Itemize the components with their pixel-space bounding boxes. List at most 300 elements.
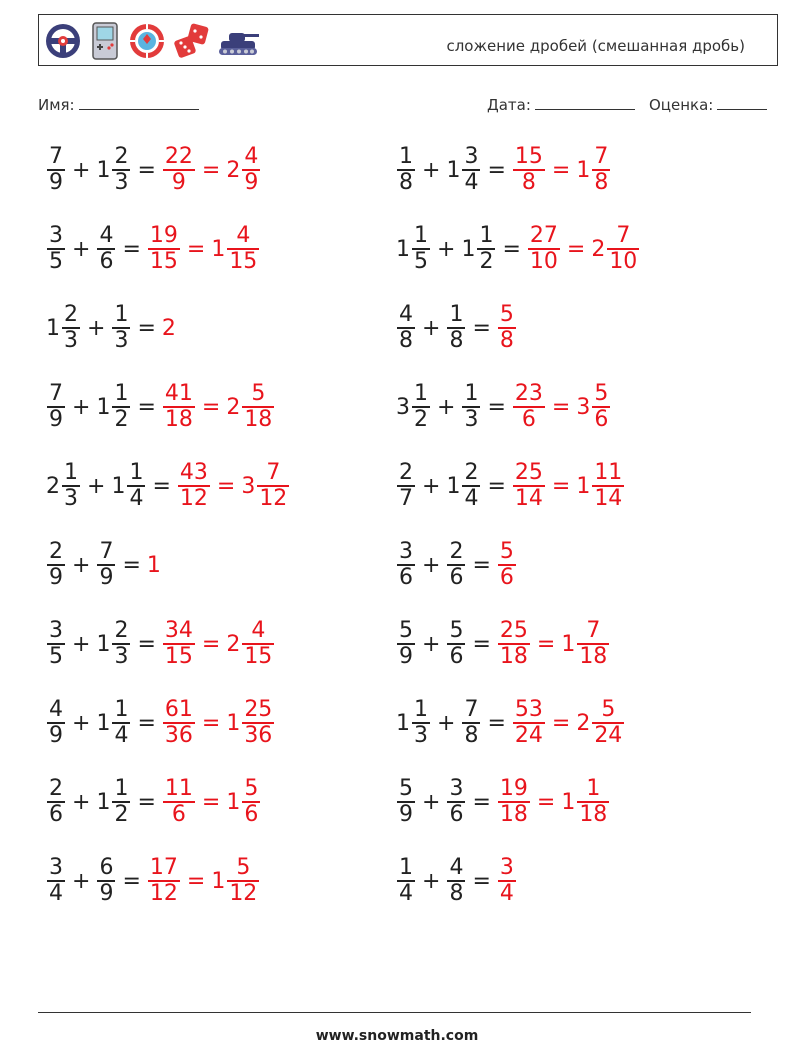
numerator: 7	[49, 144, 63, 170]
denominator: 6	[244, 801, 259, 827]
problem-2	[396, 144, 611, 196]
plus-sign: +	[437, 236, 456, 262]
answer-fraction	[498, 619, 530, 669]
plus-sign: +	[72, 710, 91, 736]
answer-fraction	[163, 145, 195, 195]
whole-number: 1	[446, 157, 461, 183]
numerator: 7	[49, 381, 63, 407]
denominator: 15	[149, 248, 178, 274]
numerator: 1	[129, 460, 144, 486]
denominator: 15	[229, 248, 258, 274]
denominator: 6	[499, 564, 514, 590]
numerator: 5	[251, 381, 266, 407]
answer-whole: 1	[211, 236, 226, 262]
problem-12	[396, 539, 517, 591]
denominator: 5	[49, 643, 63, 669]
numerator: 11	[594, 460, 623, 486]
denominator: 3	[64, 327, 78, 353]
numerator: 1	[586, 776, 601, 802]
fraction	[397, 856, 415, 906]
numerator: 3	[499, 855, 514, 881]
plus-sign: +	[72, 552, 91, 578]
equals-sign: =	[487, 473, 506, 499]
problem-17	[46, 776, 261, 828]
fraction	[47, 145, 65, 195]
denominator: 8	[449, 880, 464, 906]
equals-sign: =	[201, 789, 221, 815]
answer-fraction	[242, 619, 274, 669]
numerator: 25	[499, 618, 528, 644]
equals-sign: =	[137, 315, 156, 341]
fraction	[112, 145, 130, 195]
answer-fraction	[163, 698, 195, 748]
equals-sign: =	[536, 789, 556, 815]
denominator: 36	[244, 722, 273, 748]
numerator: 53	[514, 697, 543, 723]
numerator: 3	[49, 223, 63, 249]
fraction	[127, 461, 145, 511]
denominator: 8	[499, 327, 514, 353]
answer-fraction	[257, 461, 289, 511]
denominator: 24	[514, 722, 543, 748]
problem-14	[396, 618, 610, 670]
fraction	[412, 698, 430, 748]
denominator: 36	[164, 722, 193, 748]
equals-sign: =	[137, 789, 156, 815]
answer-fraction	[528, 224, 560, 274]
equals-sign: =	[487, 157, 506, 183]
worksheet-title: сложение дробей (смешанная дробь)	[446, 37, 745, 55]
name-field	[38, 95, 199, 114]
numerator: 1	[479, 223, 494, 249]
numerator: 2	[399, 460, 413, 486]
answer-fraction	[513, 698, 545, 748]
answer-fraction	[577, 777, 609, 827]
fraction	[447, 540, 465, 590]
answer-fraction	[513, 145, 545, 195]
problem-7	[46, 381, 275, 433]
fraction	[447, 303, 465, 353]
plus-sign: +	[437, 394, 456, 420]
numerator: 1	[114, 697, 129, 723]
denominator: 6	[399, 564, 413, 590]
numerator: 2	[64, 302, 78, 328]
answer-fraction	[227, 856, 259, 906]
fraction	[47, 619, 65, 669]
fraction	[462, 461, 480, 511]
fraction	[397, 619, 415, 669]
denominator: 3	[64, 485, 78, 511]
equals-sign: =	[137, 631, 156, 657]
denominator: 2	[114, 406, 129, 432]
denominator: 12	[229, 880, 258, 906]
numerator: 41	[164, 381, 193, 407]
numerator: 34	[164, 618, 193, 644]
numerator: 4	[236, 223, 251, 249]
steering-wheel-icon	[43, 21, 83, 61]
fraction	[97, 540, 115, 590]
plus-sign: +	[422, 789, 441, 815]
denominator: 3	[114, 169, 129, 195]
fraction	[47, 382, 65, 432]
numerator: 27	[529, 223, 558, 249]
denominator: 9	[399, 801, 413, 827]
equals-sign: =	[551, 157, 571, 183]
numerator: 5	[601, 697, 616, 723]
answer-fraction	[242, 777, 260, 827]
numerator: 4	[251, 618, 266, 644]
denominator: 12	[149, 880, 178, 906]
fraction	[62, 461, 80, 511]
problem-1	[46, 144, 261, 196]
answer-whole: 2	[161, 315, 176, 341]
problem-13	[46, 618, 275, 670]
fraction	[397, 540, 415, 590]
equals-sign: =	[216, 473, 236, 499]
numerator: 5	[399, 776, 413, 802]
numerator: 23	[514, 381, 543, 407]
equals-sign: =	[201, 631, 221, 657]
denominator: 4	[464, 485, 479, 511]
problem-4	[396, 223, 640, 275]
denominator: 9	[49, 406, 63, 432]
name-blank[interactable]	[79, 95, 199, 110]
equals-sign: =	[201, 157, 221, 183]
denominator: 4	[129, 485, 144, 511]
fraction	[112, 698, 130, 748]
problem-16	[396, 697, 625, 749]
denominator: 8	[594, 169, 609, 195]
footer-url[interactable]: www.snowmath.com	[315, 1028, 479, 1044]
denominator: 5	[49, 248, 63, 274]
denominator: 12	[259, 485, 288, 511]
equals-sign: =	[137, 710, 156, 736]
fraction	[112, 619, 130, 669]
numerator: 61	[164, 697, 193, 723]
denominator: 8	[399, 327, 413, 353]
fraction	[447, 856, 465, 906]
fraction	[47, 777, 65, 827]
numerator: 4	[449, 855, 464, 881]
answer-fraction	[242, 698, 274, 748]
numerator: 3	[399, 539, 413, 565]
fraction	[112, 382, 130, 432]
equals-sign: =	[186, 868, 206, 894]
equals-sign: =	[472, 552, 491, 578]
equals-sign: =	[122, 236, 141, 262]
denominator: 4	[49, 880, 63, 906]
numerator: 3	[49, 855, 63, 881]
fraction	[397, 777, 415, 827]
denominator: 14	[594, 485, 623, 511]
numerator: 5	[244, 776, 259, 802]
numerator: 1	[414, 697, 428, 723]
problem-15	[46, 697, 275, 749]
fraction	[47, 540, 65, 590]
denominator: 2	[479, 248, 494, 274]
whole-number: 1	[461, 236, 476, 262]
whole-number: 1	[96, 789, 111, 815]
denominator: 7	[399, 485, 413, 511]
numerator: 4	[399, 302, 413, 328]
answer-fraction	[592, 382, 610, 432]
equals-sign: =	[122, 552, 141, 578]
answer-whole: 1	[576, 473, 591, 499]
plus-sign: +	[422, 157, 441, 183]
whole-number: 1	[446, 473, 461, 499]
denominator: 8	[464, 722, 479, 748]
whole-number: 1	[396, 710, 410, 736]
fraction	[412, 224, 430, 274]
fraction	[477, 224, 495, 274]
plus-sign: +	[422, 631, 441, 657]
plus-sign: +	[422, 868, 441, 894]
numerator: 1	[399, 144, 413, 170]
gameboy-icon	[89, 21, 121, 61]
equals-sign: =	[186, 236, 206, 262]
denominator: 4	[499, 880, 514, 906]
numerator: 43	[179, 460, 208, 486]
denominator: 5	[414, 248, 428, 274]
answer-fraction	[513, 461, 545, 511]
problem-6	[396, 302, 517, 354]
answer-fraction	[607, 224, 639, 274]
denominator: 15	[164, 643, 193, 669]
equals-sign: =	[137, 394, 156, 420]
equals-sign: =	[502, 236, 521, 262]
plus-sign: +	[72, 236, 91, 262]
problem-8	[396, 381, 611, 433]
plus-sign: +	[422, 315, 441, 341]
answer-fraction	[148, 856, 180, 906]
fraction	[397, 145, 415, 195]
denominator: 6	[521, 406, 536, 432]
fraction	[62, 303, 80, 353]
answer-whole: 1	[576, 157, 591, 183]
denominator: 4	[114, 722, 129, 748]
whole-number: 1	[46, 315, 60, 341]
plus-sign: +	[72, 789, 91, 815]
dice-icon	[173, 21, 211, 61]
numerator: 4	[244, 144, 259, 170]
answer-fraction	[163, 382, 195, 432]
plus-sign: +	[87, 473, 106, 499]
whole-number: 1	[396, 236, 410, 262]
problem-5	[46, 302, 177, 354]
numerator: 2	[464, 460, 479, 486]
numerator: 7	[99, 539, 114, 565]
denominator: 4	[399, 880, 413, 906]
answer-whole: 1	[561, 631, 576, 657]
numerator: 5	[449, 618, 464, 644]
denominator: 6	[49, 801, 63, 827]
denominator: 6	[449, 564, 464, 590]
denominator: 9	[49, 564, 63, 590]
answer-fraction	[227, 224, 259, 274]
denominator: 8	[521, 169, 536, 195]
numerator: 7	[594, 144, 609, 170]
whole-number: 1	[96, 394, 111, 420]
answer-whole: 1	[146, 552, 161, 578]
denominator: 2	[414, 406, 428, 432]
numerator: 1	[414, 223, 428, 249]
equals-sign: =	[472, 631, 491, 657]
answer-fraction	[498, 303, 516, 353]
numerator: 2	[449, 539, 464, 565]
numerator: 25	[244, 697, 273, 723]
numerator: 2	[49, 776, 63, 802]
denominator: 18	[579, 801, 608, 827]
denominator: 24	[594, 722, 623, 748]
answer-fraction	[148, 224, 180, 274]
denominator: 8	[449, 327, 464, 353]
answer-whole: 1	[226, 710, 241, 736]
answer-fraction	[498, 777, 530, 827]
denominator: 18	[579, 643, 608, 669]
problem-10	[396, 460, 625, 512]
numerator: 1	[114, 776, 129, 802]
problem-20	[396, 855, 517, 907]
numerator: 6	[99, 855, 114, 881]
fraction	[412, 382, 430, 432]
numerator: 1	[399, 855, 413, 881]
answer-whole: 2	[576, 710, 591, 736]
plus-sign: +	[422, 552, 441, 578]
answer-whole: 3	[241, 473, 256, 499]
numerator: 2	[114, 618, 129, 644]
answer-fraction	[178, 461, 210, 511]
denominator: 9	[244, 169, 259, 195]
problem-19	[46, 855, 260, 907]
equals-sign: =	[566, 236, 586, 262]
fraction	[47, 224, 65, 274]
numerator: 7	[586, 618, 601, 644]
numerator: 4	[49, 697, 63, 723]
answer-whole: 1	[211, 868, 226, 894]
answer-fraction	[592, 698, 624, 748]
answer-fraction	[498, 540, 516, 590]
denominator: 18	[499, 801, 528, 827]
poker-chip-icon	[127, 21, 167, 61]
denominator: 3	[114, 643, 129, 669]
fraction	[462, 382, 480, 432]
equals-sign: =	[201, 710, 221, 736]
answer-fraction	[163, 619, 195, 669]
equals-sign: =	[487, 394, 506, 420]
numerator: 11	[164, 776, 193, 802]
whole-number: 1	[96, 157, 111, 183]
answer-whole: 2	[226, 631, 241, 657]
fraction	[462, 698, 480, 748]
date-blank[interactable]	[535, 95, 635, 110]
denominator: 6	[449, 801, 464, 827]
equals-sign: =	[472, 868, 491, 894]
denominator: 18	[244, 406, 273, 432]
numerator: 4	[99, 223, 114, 249]
numerator: 2	[49, 539, 63, 565]
plus-sign: +	[437, 710, 456, 736]
denominator: 6	[99, 248, 114, 274]
numerator: 5	[594, 381, 609, 407]
denominator: 10	[529, 248, 558, 274]
denominator: 8	[399, 169, 413, 195]
fraction	[97, 856, 115, 906]
numerator: 19	[499, 776, 528, 802]
date-label: Дата:	[487, 96, 531, 114]
numerator: 3	[449, 776, 464, 802]
numerator: 5	[399, 618, 413, 644]
denominator: 9	[49, 722, 63, 748]
numerator: 2	[114, 144, 129, 170]
numerator: 15	[514, 144, 543, 170]
numerator: 25	[514, 460, 543, 486]
denominator: 9	[399, 643, 413, 669]
equals-sign: =	[551, 710, 571, 736]
grade-blank[interactable]	[717, 95, 767, 110]
plus-sign: +	[72, 157, 91, 183]
equals-sign: =	[551, 473, 571, 499]
answer-whole: 2	[226, 157, 241, 183]
whole-number: 1	[111, 473, 126, 499]
whole-number: 1	[96, 631, 111, 657]
numerator: 7	[616, 223, 631, 249]
fraction	[47, 856, 65, 906]
equals-sign: =	[152, 473, 171, 499]
answer-fraction	[513, 382, 545, 432]
equals-sign: =	[551, 394, 571, 420]
numerator: 1	[114, 381, 129, 407]
grade-field	[649, 95, 767, 114]
equals-sign: =	[137, 157, 156, 183]
whole-number: 3	[396, 394, 410, 420]
plus-sign: +	[422, 473, 441, 499]
answer-fraction	[242, 145, 260, 195]
answer-fraction	[592, 461, 624, 511]
denominator: 9	[99, 564, 114, 590]
fraction	[112, 303, 130, 353]
numerator: 1	[449, 302, 464, 328]
grade-label: Оценка:	[649, 96, 714, 114]
denominator: 3	[464, 406, 479, 432]
answer-whole: 2	[591, 236, 606, 262]
equals-sign: =	[201, 394, 221, 420]
problem-18	[396, 776, 610, 828]
numerator: 19	[149, 223, 178, 249]
numerator: 1	[414, 381, 428, 407]
tank-icon	[217, 21, 261, 61]
fraction	[462, 145, 480, 195]
numerator: 22	[164, 144, 193, 170]
numerator: 1	[114, 302, 129, 328]
plus-sign: +	[72, 631, 91, 657]
equals-sign: =	[472, 315, 491, 341]
numerator: 1	[464, 381, 479, 407]
denominator: 4	[464, 169, 479, 195]
denominator: 9	[99, 880, 114, 906]
worksheet-header	[38, 14, 778, 66]
denominator: 14	[514, 485, 543, 511]
numerator: 3	[464, 144, 479, 170]
fraction	[397, 303, 415, 353]
fraction	[447, 777, 465, 827]
whole-number: 2	[46, 473, 60, 499]
footer-divider	[38, 1012, 751, 1013]
denominator: 6	[171, 801, 186, 827]
denominator: 12	[179, 485, 208, 511]
denominator: 10	[609, 248, 638, 274]
denominator: 3	[114, 327, 129, 353]
numerator: 7	[266, 460, 281, 486]
